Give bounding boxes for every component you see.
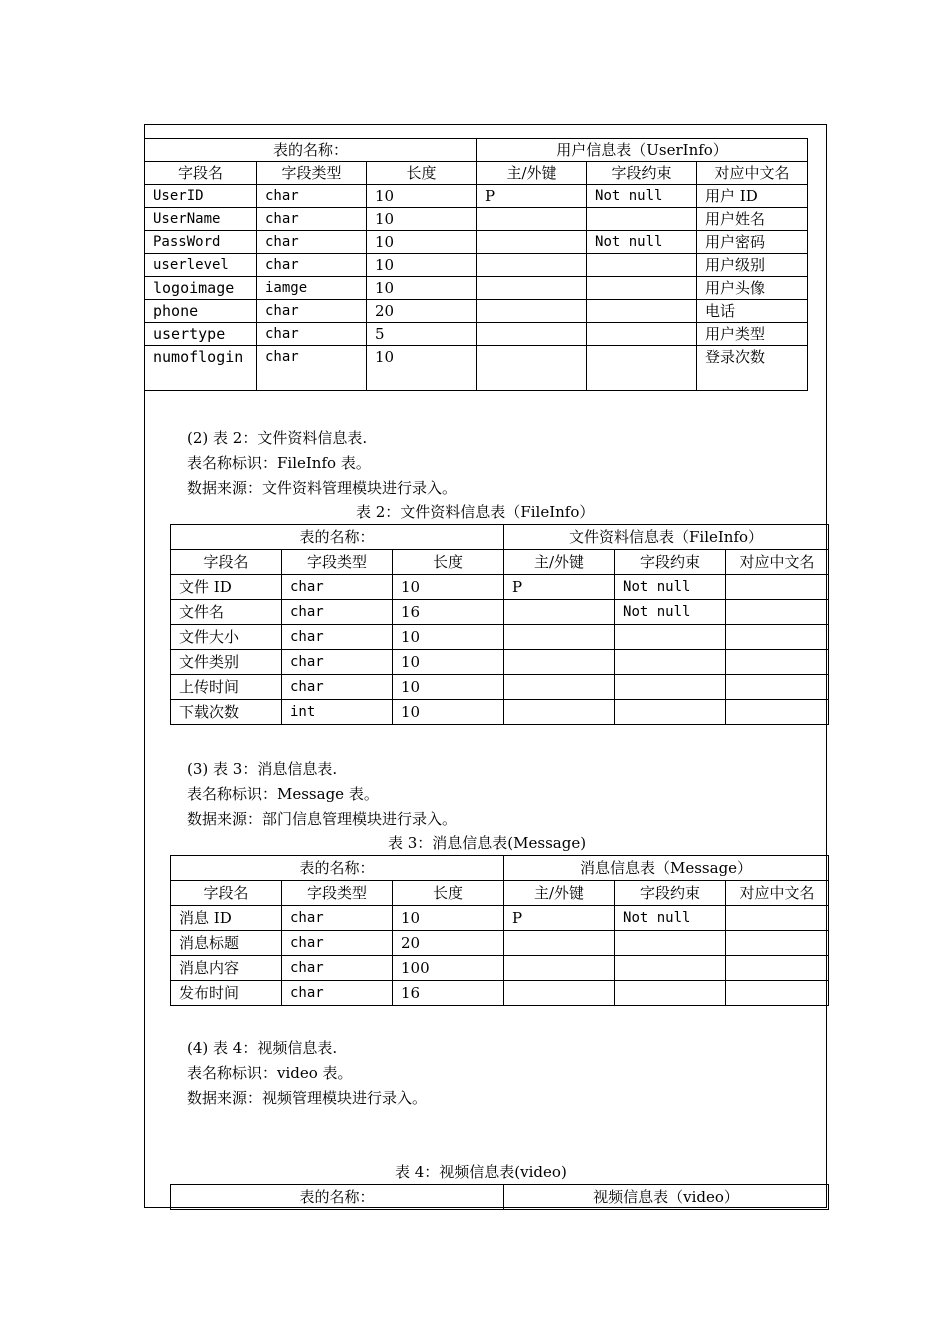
cell: Not null [615, 575, 726, 600]
cell [726, 956, 829, 981]
table-row [145, 300, 808, 323]
cell: 10 [393, 906, 504, 931]
file-info-table [170, 524, 829, 725]
header-key: 主/外键 [504, 881, 615, 906]
cell: 10 [393, 650, 504, 675]
cell: userlevel [145, 254, 257, 277]
cell: 上传时间 [171, 675, 282, 700]
cell [615, 956, 726, 981]
header-field-type: 字段类型 [257, 162, 367, 185]
header-field-name: 字段名 [171, 881, 282, 906]
cell [587, 346, 697, 391]
video-table [170, 1184, 829, 1210]
message-table [170, 855, 829, 1006]
header-field-type: 字段类型 [282, 881, 393, 906]
cell [477, 208, 587, 231]
cell [726, 675, 829, 700]
section-2-source: 数据来源：文件资料管理模块进行录入。 [187, 479, 458, 497]
cell: 文件 ID [171, 575, 282, 600]
cell [504, 650, 615, 675]
cell [726, 931, 829, 956]
cell: 10 [393, 700, 504, 725]
cell: 10 [367, 346, 477, 391]
cell [477, 254, 587, 277]
cell: char [282, 650, 393, 675]
table-name-value: 消息信息表（Message） [504, 856, 829, 881]
cell: P [504, 906, 615, 931]
cell: P [504, 575, 615, 600]
header-chinese-name: 对应中文名 [697, 162, 808, 185]
cell [587, 277, 697, 300]
cell [477, 300, 587, 323]
cell [726, 625, 829, 650]
cell: 10 [367, 231, 477, 254]
cell: Not null [615, 906, 726, 931]
cell: 用户姓名 [697, 208, 808, 231]
table-title-row [171, 525, 829, 550]
cell: char [257, 323, 367, 346]
cell: 电话 [697, 300, 808, 323]
table-row [145, 277, 808, 300]
cell: 20 [367, 300, 477, 323]
cell: 用户密码 [697, 231, 808, 254]
cell: 10 [393, 625, 504, 650]
section-3-source: 数据来源：部门信息管理模块进行录入。 [187, 810, 458, 828]
table-title-row [171, 856, 829, 881]
cell [587, 300, 697, 323]
header-chinese-name: 对应中文名 [726, 550, 829, 575]
section-2-heading: (2) 表 2：文件资料信息表. [187, 429, 368, 447]
cell: 用户头像 [697, 277, 808, 300]
cell [615, 625, 726, 650]
cell [504, 625, 615, 650]
table-row [171, 650, 829, 675]
cell: char [282, 675, 393, 700]
cell [477, 346, 587, 391]
cell: usertype [145, 323, 257, 346]
cell: Not null [587, 185, 697, 208]
cell: char [282, 906, 393, 931]
table-name-value: 文件资料信息表（FileInfo） [504, 525, 829, 550]
cell: phone [145, 300, 257, 323]
cell [504, 931, 615, 956]
cell: int [282, 700, 393, 725]
table-row [171, 956, 829, 981]
cell: 20 [393, 931, 504, 956]
cell: 用户类型 [697, 323, 808, 346]
table-row [171, 600, 829, 625]
cell: 10 [393, 575, 504, 600]
section-4-heading: (4) 表 4：视频信息表. [187, 1039, 338, 1057]
header-constraint: 字段约束 [615, 881, 726, 906]
table-row [145, 254, 808, 277]
cell: 文件类别 [171, 650, 282, 675]
table-name-label: 表的名称： [171, 856, 504, 881]
cell: 消息内容 [171, 956, 282, 981]
cell: 消息标题 [171, 931, 282, 956]
cell: char [282, 625, 393, 650]
cell [615, 700, 726, 725]
cell [587, 323, 697, 346]
section-4-identifier: 表名称标识：video 表。 [187, 1064, 353, 1082]
header-chinese-name: 对应中文名 [726, 881, 829, 906]
cell: 10 [367, 185, 477, 208]
cell [504, 700, 615, 725]
table-row [145, 323, 808, 346]
cell [726, 650, 829, 675]
user-info-table [144, 138, 808, 391]
cell: UserID [145, 185, 257, 208]
cell: char [282, 956, 393, 981]
table-3-caption: 表 3：消息信息表(Message) [388, 834, 587, 852]
section-2-identifier: 表名称标识：FileInfo 表。 [187, 454, 371, 472]
cell: char [282, 600, 393, 625]
header-key: 主/外键 [477, 162, 587, 185]
cell: 文件大小 [171, 625, 282, 650]
cell: 16 [393, 981, 504, 1006]
cell: 文件名 [171, 600, 282, 625]
cell [726, 600, 829, 625]
cell: 16 [393, 600, 504, 625]
table-header-row [171, 550, 829, 575]
table-2-caption: 表 2：文件资料信息表（FileInfo） [356, 503, 595, 521]
table-row [171, 675, 829, 700]
cell [726, 981, 829, 1006]
cell: numoflogin [145, 346, 257, 391]
cell: PassWord [145, 231, 257, 254]
cell [615, 981, 726, 1006]
section-3-heading: (3) 表 3：消息信息表. [187, 760, 338, 778]
cell: 10 [367, 277, 477, 300]
header-length: 长度 [393, 550, 504, 575]
cell: iamge [257, 277, 367, 300]
cell: 5 [367, 323, 477, 346]
table-header-row [171, 881, 829, 906]
table-row [171, 906, 829, 931]
cell: char [257, 254, 367, 277]
cell [726, 575, 829, 600]
section-4-source: 数据来源：视频管理模块进行录入。 [187, 1089, 428, 1107]
table-title-row [171, 1185, 829, 1210]
cell [615, 650, 726, 675]
cell [477, 231, 587, 254]
cell [504, 675, 615, 700]
table-row [171, 700, 829, 725]
cell [726, 906, 829, 931]
cell: 100 [393, 956, 504, 981]
table-name-value: 用户信息表（UserInfo） [477, 139, 808, 162]
table-name-label: 表的名称： [171, 1185, 504, 1210]
table-name-value: 视频信息表（video） [504, 1185, 829, 1210]
cell: 10 [393, 675, 504, 700]
cell: logoimage [145, 277, 257, 300]
cell [726, 700, 829, 725]
cell: 用户级别 [697, 254, 808, 277]
header-field-name: 字段名 [171, 550, 282, 575]
cell: 登录次数 [697, 346, 808, 391]
table-row [145, 208, 808, 231]
cell [587, 254, 697, 277]
cell [504, 600, 615, 625]
cell [477, 323, 587, 346]
cell: char [282, 981, 393, 1006]
cell: P [477, 185, 587, 208]
table-header-row [145, 162, 808, 185]
table-row [171, 981, 829, 1006]
table-name-label: 表的名称： [171, 525, 504, 550]
table-row [145, 346, 808, 391]
cell: 消息 ID [171, 906, 282, 931]
cell: char [282, 931, 393, 956]
header-length: 长度 [393, 881, 504, 906]
table-row [145, 185, 808, 208]
cell [587, 208, 697, 231]
header-field-name: 字段名 [145, 162, 257, 185]
header-length: 长度 [367, 162, 477, 185]
cell: 下载次数 [171, 700, 282, 725]
header-field-type: 字段类型 [282, 550, 393, 575]
table-row [171, 625, 829, 650]
section-3-identifier: 表名称标识：Message 表。 [187, 785, 379, 803]
cell: char [257, 185, 367, 208]
cell: char [282, 575, 393, 600]
cell: char [257, 300, 367, 323]
header-constraint: 字段约束 [587, 162, 697, 185]
header-key: 主/外键 [504, 550, 615, 575]
cell: 用户 ID [697, 185, 808, 208]
cell: 10 [367, 254, 477, 277]
cell: char [257, 346, 367, 391]
table-row [171, 931, 829, 956]
cell: 发布时间 [171, 981, 282, 1006]
cell: Not null [587, 231, 697, 254]
cell [615, 675, 726, 700]
table-row [145, 231, 808, 254]
cell [504, 956, 615, 981]
cell: char [257, 208, 367, 231]
table-name-label: 表的名称： [145, 139, 477, 162]
cell [615, 931, 726, 956]
table-title-row [145, 139, 808, 162]
cell: Not null [615, 600, 726, 625]
cell: UserName [145, 208, 257, 231]
table-4-caption: 表 4：视频信息表(video) [395, 1163, 567, 1181]
cell: 10 [367, 208, 477, 231]
header-constraint: 字段约束 [615, 550, 726, 575]
cell: char [257, 231, 367, 254]
cell [477, 277, 587, 300]
table-row [171, 575, 829, 600]
cell [504, 981, 615, 1006]
